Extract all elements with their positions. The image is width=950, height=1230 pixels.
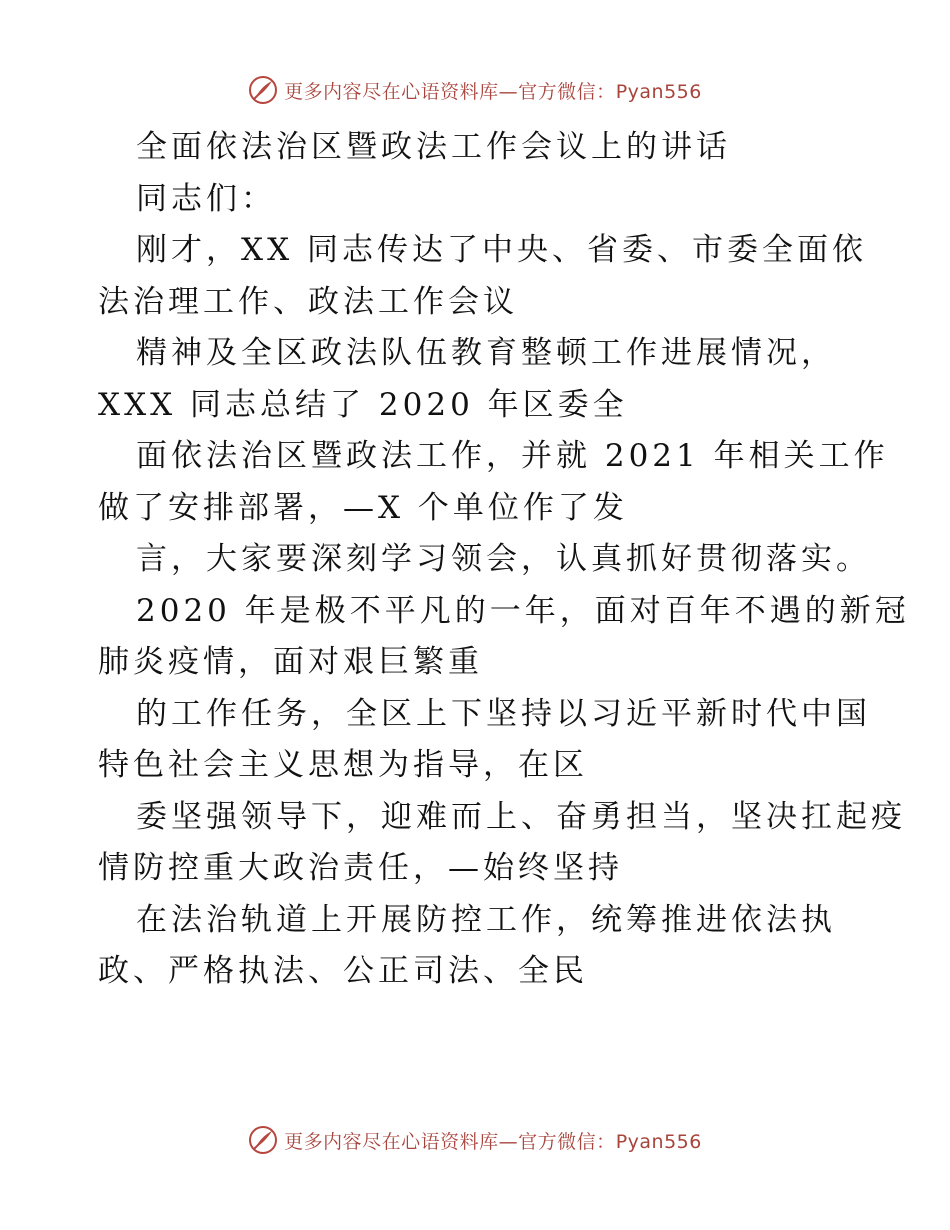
- banner-separator: —: [498, 1130, 519, 1153]
- banner-text: 更多内容尽在心语资料库: [284, 1130, 499, 1153]
- paragraph-line: 委坚强领导下，迎难而上、奋勇担当，坚决扛起疫: [136, 798, 906, 835]
- paragraph-line: 面依法治区暨政法工作，并就 2021 年相关工作: [136, 438, 889, 474]
- banner-text: 更多内容尽在心语资料库: [284, 80, 499, 103]
- banner-wechat-label: 官方微信：: [518, 1130, 616, 1153]
- paragraph-line: XXX 同志总结了 2020 年区委全: [98, 386, 628, 423]
- red-feather-logo-icon: [248, 75, 278, 105]
- document-body: [98, 122, 910, 998]
- paragraph-line: 在法治轨道上开展防控工作，统筹推进依法执: [136, 901, 836, 938]
- banner-wechat-handle: Pyan556: [615, 80, 702, 103]
- paragraph-line: 情防控重大政治责任，—始终坚持: [98, 850, 623, 886]
- banner-wechat-label: 官方微信：: [518, 80, 616, 103]
- paragraph-line: 做了安排部署，—X 个单位作了发: [98, 489, 628, 526]
- footer-watermark-banner: [0, 1120, 950, 1160]
- paragraph-line: 精神及全区政法队伍教育整顿工作进展情况，: [136, 335, 836, 371]
- paragraph-line: 刚才，XX 同志传达了中央、省委、市委全面依: [136, 232, 867, 268]
- paragraph-line: 的工作任务，全区上下坚持以习近平新时代中国: [136, 695, 871, 732]
- paragraph-line: 特色社会主义思想为指导，在区: [98, 747, 588, 783]
- salutation: 同志们：: [136, 180, 276, 217]
- paragraph-line: 肺炎疫情，面对艰巨繁重: [98, 644, 483, 680]
- paragraph-line: 法治理工作、政法工作会议: [98, 283, 518, 320]
- document-title: 全面依法治区暨政法工作会议上的讲话: [136, 129, 731, 165]
- red-feather-logo-icon: [248, 1125, 278, 1155]
- banner-separator: —: [498, 80, 519, 103]
- paragraph-line: 2020 年是极不平凡的一年，面对百年不遇的新冠: [136, 592, 910, 629]
- paragraph-line: 言，大家要深刻学习领会，认真抓好贯彻落实。: [136, 541, 871, 577]
- paragraph-line: 政、严格执法、公正司法、全民: [98, 953, 588, 989]
- banner-wechat-handle: Pyan556: [615, 1130, 702, 1153]
- header-watermark-banner: [0, 70, 950, 110]
